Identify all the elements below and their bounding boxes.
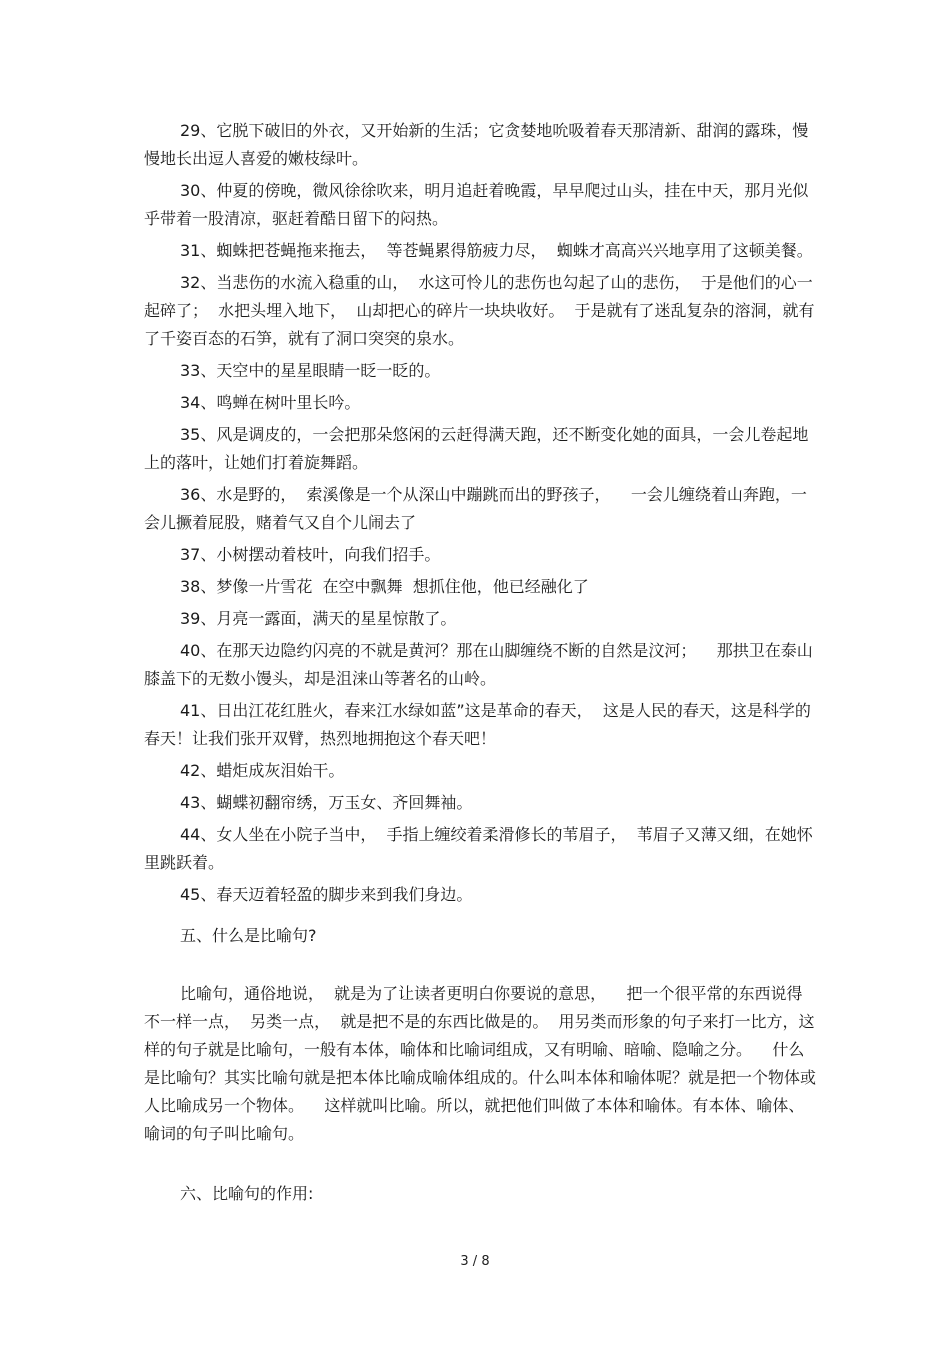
section-heading-simile: 五、什么是比喻句? bbox=[180, 926, 317, 945]
list-item: 45、春天迈着轻盈的脚步来到我们身边。 bbox=[180, 885, 473, 904]
list-item: 44、女人坐在小院子当中， 手指上缠绞着柔滑修长的苇眉子， 苇眉子又薄又细，在她怀里跳跃着。 bbox=[144, 825, 813, 872]
section-paragraph-simile: 比喻句，通俗地说， 就是为了让读者更明白你要说的意思， 把一个很平常的东西说得不一样一点， 另类一点， 就是把不是的东西比做是的。 用另类而形象的句子来打一比方，这样的句子就是比喻句，一般有本体，喻体和比喻词组成，又有明喻、暗喻、隐喻之分。 什么是比喻句？其实比喻句就是把本体比喻成喻体组成的。什么叫本体和喻体呢？就是把一个物体或人比喻成另一个物体。 这样就叫比喻。所以，就把他们叫做了本体和喻体。有本体、喻体、喻词的句子叫比喻句。 bbox=[144, 984, 817, 1143]
list-item: 30、仲夏的傍晚，微风徐徐吹来，明月追赶着晚霞，早早爬过山头，挂在中天，那月光似乎带着一股清凉，驱赶着酷日留下的闷热。 bbox=[144, 181, 809, 228]
list-item: 33、天空中的星星眼睛一眨一眨的。 bbox=[180, 361, 441, 380]
sentence-list bbox=[144, 117, 816, 913]
list-item: 43、蝴蝶初翻帘绣，万玉女、齐回舞袖。 bbox=[180, 793, 473, 812]
list-item: 36、水是野的， 索溪像是一个从深山中蹦跳而出的野孩子， 一会儿缠绕着山奔跑，一会儿撅着屁股，赌着气又自个儿闹去了 bbox=[144, 485, 807, 532]
list-item: 29、它脱下破旧的外衣，又开始新的生活；它贪婪地吮吸着春天那清新、甜润的露珠，慢慢地长出逗人喜爱的嫩枝绿叶。 bbox=[144, 121, 809, 168]
list-item: 35、风是调皮的，一会把那朵悠闲的云赶得满天跑，还不断变化她的面具，一会儿卷起地上的落叶，让她们打着旋舞蹈。 bbox=[144, 425, 809, 472]
list-item: 41、日出江花红胜火，春来江水绿如蓝”这是革命的春天， 这是人民的春天，这是科学的春天！让我们张开双臂，热烈地拥抱这个春天吧！ bbox=[144, 701, 811, 748]
list-item: 40、在那天边隐约闪亮的不就是黄河？那在山脚缠绕不断的自然是汶河； 那拱卫在泰山膝盖下的无数小馒头，却是沮涞山等著名的山岭。 bbox=[144, 641, 813, 688]
list-item: 34、鸣蝉在树叶里长吟。 bbox=[180, 393, 361, 412]
list-item: 38、梦像一片雪花 在空中飘舞 想抓住他，他已经融化了 bbox=[180, 577, 589, 596]
list-item: 37、小树摆动着枝叶，向我们招手。 bbox=[180, 545, 441, 564]
page-number: 3 / 8 bbox=[460, 1254, 490, 1269]
list-item: 31、蜘蛛把苍蝇拖来拖去， 等苍蝇累得筋疲力尽， 蜘蛛才高高兴兴地享用了这顿美餐。 bbox=[180, 241, 813, 260]
section-heading-simile-function: 六、比喻句的作用: bbox=[180, 1184, 314, 1203]
list-item: 39、月亮一露面，满天的星星惊散了。 bbox=[180, 609, 457, 628]
list-item: 42、蜡炬成灰泪始干。 bbox=[180, 761, 345, 780]
list-item: 32、当悲伤的水流入稳重的山， 水这可怜儿的悲伤也勾起了山的悲伤， 于是他们的心一起碎了； 水把头埋入地下， 山却把心的碎片一块块收好。 于是就有了迷乱复杂的溶洞，就有了千姿百态的石笋，就有了洞口突突的泉水。 bbox=[144, 273, 815, 348]
